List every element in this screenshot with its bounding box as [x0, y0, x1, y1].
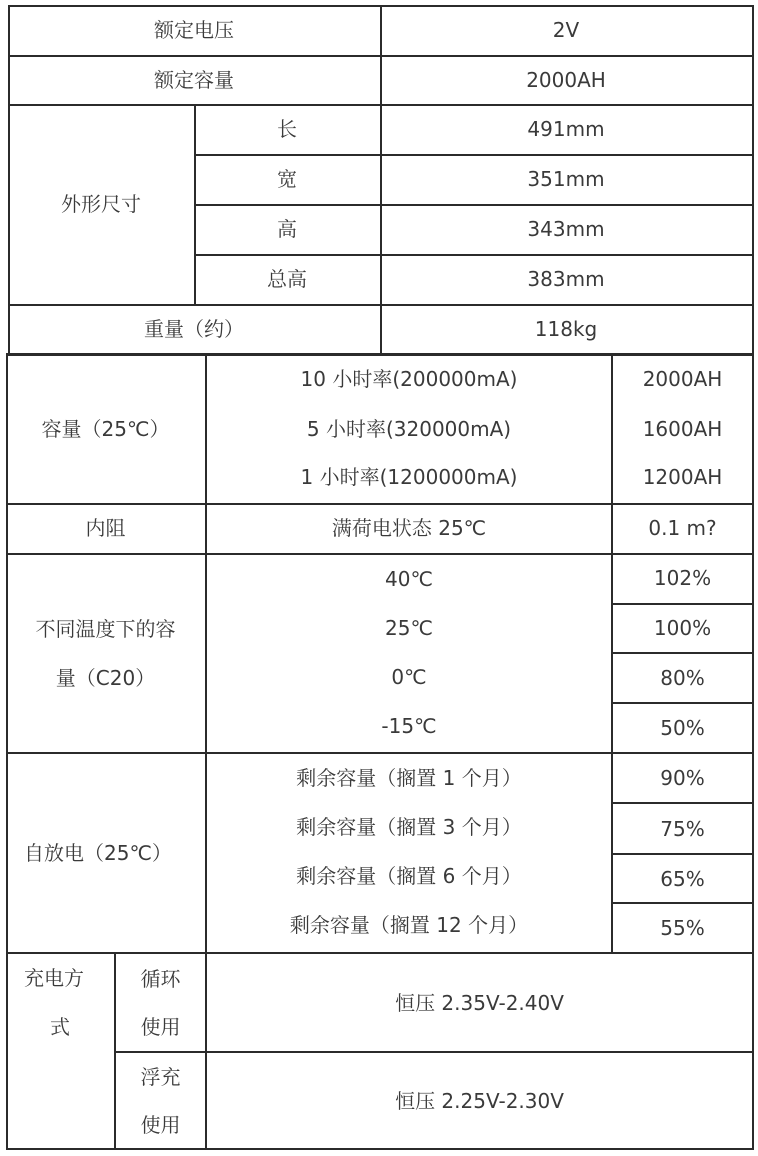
temp-0c-value: 80%: [660, 666, 705, 690]
cycle-use-label: [116, 954, 205, 1051]
capacity-label: 容量（25℃）: [41, 417, 170, 441]
charging-method-label-line1: 充电方: [24, 966, 84, 990]
internal-resistance-label: 内阻: [85, 516, 126, 540]
dimension-width-value: 351mm: [527, 167, 605, 191]
rated-capacity-value: 2000AH: [526, 67, 606, 92]
dimension-width-label: 宽: [277, 167, 297, 191]
self-discharge-12-months-value: 55%: [660, 916, 705, 940]
temp-minus15c: -15℃: [381, 714, 437, 738]
self-discharge-1-month-value: 90%: [660, 766, 705, 790]
dimension-total-height-value: 383mm: [527, 267, 605, 291]
temp-40c: 40℃: [385, 567, 433, 591]
temp-capacity-label-line2: 量（C20）: [55, 665, 156, 690]
capacity-rate-10h: 10 小时率(200000mA): [300, 367, 518, 391]
dimensions-label: 外形尺寸: [61, 192, 141, 216]
dimension-length-label: 长: [277, 117, 297, 141]
dimension-total-height-label: 总高: [267, 267, 307, 291]
weight-label: 重量（约）: [144, 316, 244, 341]
self-discharge-1-month: 剩余容量（搁置 1 个月）: [296, 766, 522, 790]
temp-25c-value: 100%: [653, 616, 712, 640]
self-discharge-12-months: 剩余容量（搁置 12 个月）: [289, 913, 529, 937]
capacity-value-1h: 1200AH: [642, 465, 723, 489]
cycle-use-value: 恒压 2.35V-2.40V: [395, 990, 564, 1015]
internal-resistance-value: 0.1 m?: [648, 516, 717, 540]
float-use-label: [116, 1053, 205, 1148]
float-use-label-line2: 使用: [140, 1112, 181, 1137]
dimension-height-value: 343mm: [527, 217, 605, 241]
temp-40c-value: 102%: [653, 566, 712, 590]
dimension-height-label: 高: [277, 217, 297, 241]
temp-25c: 25℃: [385, 616, 433, 640]
rated-voltage-value: 2V: [552, 18, 580, 42]
cycle-use-label-line2: 使用: [140, 1014, 181, 1039]
capacity-value-10h: 2000AH: [642, 367, 723, 391]
weight-value: 118kg: [534, 316, 598, 341]
self-discharge-6-months-value: 65%: [660, 866, 705, 891]
float-use-label-line1: 浮充: [140, 1064, 181, 1089]
charging-method-label: [6, 954, 114, 1148]
capacity-rate-1h: 1 小时率(1200000mA): [300, 465, 518, 489]
capacity-value-5h: 1600AH: [642, 417, 723, 441]
temp-0c: 0℃: [391, 665, 427, 689]
internal-resistance-condition: 满荷电状态 25℃: [331, 516, 487, 540]
rated-voltage-label: 额定电压: [154, 18, 234, 42]
rated-capacity-label: 额定容量: [154, 67, 234, 92]
self-discharge-label: 自放电（25℃）: [24, 841, 172, 865]
temp-minus15c-value: 50%: [660, 716, 705, 740]
capacity-rate-5h: 5 小时率(320000mA): [306, 417, 512, 441]
self-discharge-6-months: 剩余容量（搁置 6 个月）: [296, 864, 522, 888]
temp-capacity-label: [6, 555, 205, 752]
float-use-value: 恒压 2.25V-2.30V: [395, 1088, 564, 1113]
charging-method-label-line2: 式: [50, 1015, 70, 1039]
self-discharge-3-months-value: 75%: [660, 816, 705, 841]
cycle-use-label-line1: 循环: [140, 966, 181, 991]
temp-capacity-label-line1: 不同温度下的容: [35, 616, 176, 641]
self-discharge-3-months: 剩余容量（搁置 3 个月）: [296, 815, 522, 839]
dimension-length-value: 491mm: [527, 117, 605, 141]
